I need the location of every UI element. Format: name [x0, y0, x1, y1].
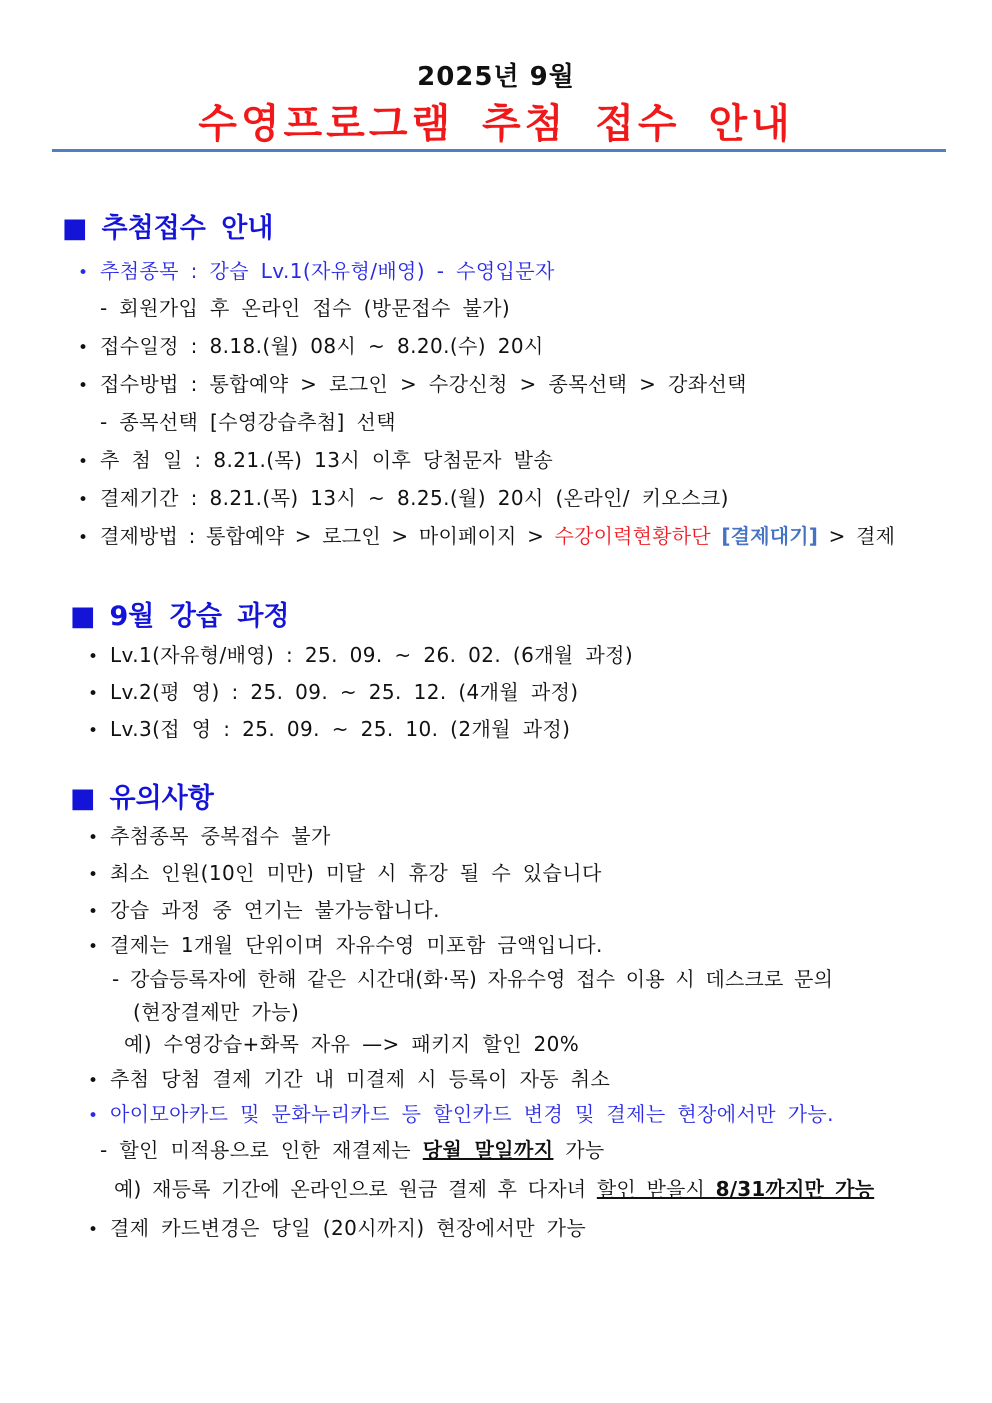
section-title: 추첨접수 안내 — [101, 213, 274, 244]
list-subitem: - 할인 미적용으로 인한 재결제는 당월 말일까지 가능 — [100, 1138, 605, 1162]
bullet-icon: • — [78, 452, 89, 472]
section-course-heading — [70, 594, 290, 633]
list-item: • Lv.2(평 영) : 25. 09. ~ 25. 12. (4개월 과정) — [88, 680, 579, 704]
list-item: • 추첨종목 : 강습 Lv.1(자유형/배영) - 수영입문자 — [78, 259, 555, 283]
bullet-icon: • — [88, 1071, 99, 1091]
list-item: • 결제기간 : 8.21.(목) 13시 ~ 8.25.(월) 20시 (온라인/ 키오스크) — [78, 486, 729, 510]
discount-text: 할인 받을시 8/31까지만 가능 — [596, 1177, 875, 1201]
list-subitem: (현장결제만 가능) — [133, 1000, 300, 1024]
list-subitem: - 강습등록자에 한해 같은 시간대(화·목) 자유수영 접수 이용 시 데스크로 문의 — [112, 967, 834, 991]
list-item: • 아이모아카드 및 문화누리카드 등 할인카드 변경 및 결제는 현장에서만 가능. — [88, 1102, 834, 1126]
list-item: • 추 첨 일 : 8.21.(목) 13시 이후 당첨문자 발송 — [78, 448, 554, 472]
bullet-icon: • — [88, 1220, 99, 1240]
bullet-icon: • — [78, 338, 89, 358]
list-subitem: 예) 수영강습+화목 자유 —> 패키지 할인 20% — [124, 1032, 580, 1056]
list-item: • 접수일정 : 8.18.(월) 08시 ~ 8.20.(수) 20시 — [78, 334, 544, 358]
bullet-icon: • — [88, 937, 99, 957]
bullet-icon: • — [88, 684, 99, 704]
bullet-icon: • — [88, 721, 99, 741]
bullet-icon: • — [88, 1106, 99, 1126]
bullet-icon: • — [78, 263, 89, 283]
list-item: • Lv.3(접 영 : 25. 09. ~ 25. 10. (2개월 과정) — [88, 717, 571, 741]
bullet-icon: • — [78, 490, 89, 510]
list-item: • 강습 과정 중 연기는 불가능합니다. — [88, 898, 440, 922]
title-divider — [52, 149, 946, 152]
list-subitem: 예) 재등록 기간에 온라인으로 원금 결제 후 다자녀 할인 받을시 8/31까지만 가능 — [114, 1177, 875, 1201]
list-item: • 최소 인원(10인 미만) 미달 시 휴강 될 수 있습니다 — [88, 861, 602, 885]
square-bullet-icon: ■ — [62, 213, 88, 244]
list-item: • 결제방법 : 통합예약 > 로그인 > 마이페이지 > 수강이력현황하단 [결제대기] > 결제 — [78, 524, 896, 548]
notice-date: 2025년 9월 — [417, 62, 575, 92]
section-title: 9월 강습 과정 — [109, 601, 290, 632]
list-subitem: - 회원가입 후 온라인 접수 (방문접수 불가) — [100, 296, 511, 320]
list-item: • Lv.1(자유형/배영) : 25. 09. ~ 26. 02. (6개월 과정) — [88, 643, 634, 667]
section-title: 유의사항 — [109, 783, 214, 814]
highlight-text: 수강이력현황하단 — [554, 524, 711, 548]
page-title: 수영프로그램 추첨 접수 안내 — [198, 101, 794, 147]
list-item: • 결제는 1개월 단위이며 자유수영 미포함 금액입니다. — [88, 933, 603, 957]
square-bullet-icon: ■ — [70, 783, 96, 814]
list-item: • 추첨 당첨 결제 기간 내 미결제 시 등록이 자동 취소 — [88, 1067, 611, 1091]
section-notice-heading — [70, 776, 214, 815]
section-lottery-heading — [62, 206, 273, 245]
bullet-icon: • — [78, 376, 89, 396]
payment-pending-label: [결제대기] — [721, 524, 819, 548]
list-item: • 접수방법 : 통합예약 > 로그인 > 수강신청 > 종목선택 > 강좌선택 — [78, 372, 747, 396]
square-bullet-icon: ■ — [70, 601, 96, 632]
bullet-icon: • — [88, 902, 99, 922]
bullet-icon: • — [88, 865, 99, 885]
list-item: • 추첨종목 중복접수 불가 — [88, 824, 331, 848]
deadline-text: 당월 말일까지 — [422, 1138, 554, 1162]
bullet-icon: • — [88, 647, 99, 667]
bullet-icon: • — [88, 828, 99, 848]
list-subitem: - 종목선택 [수영강습추첨] 선택 — [100, 410, 396, 434]
list-item: • 결제 카드변경은 당일 (20시까지) 현장에서만 가능 — [88, 1216, 587, 1240]
bullet-icon: • — [78, 528, 89, 548]
